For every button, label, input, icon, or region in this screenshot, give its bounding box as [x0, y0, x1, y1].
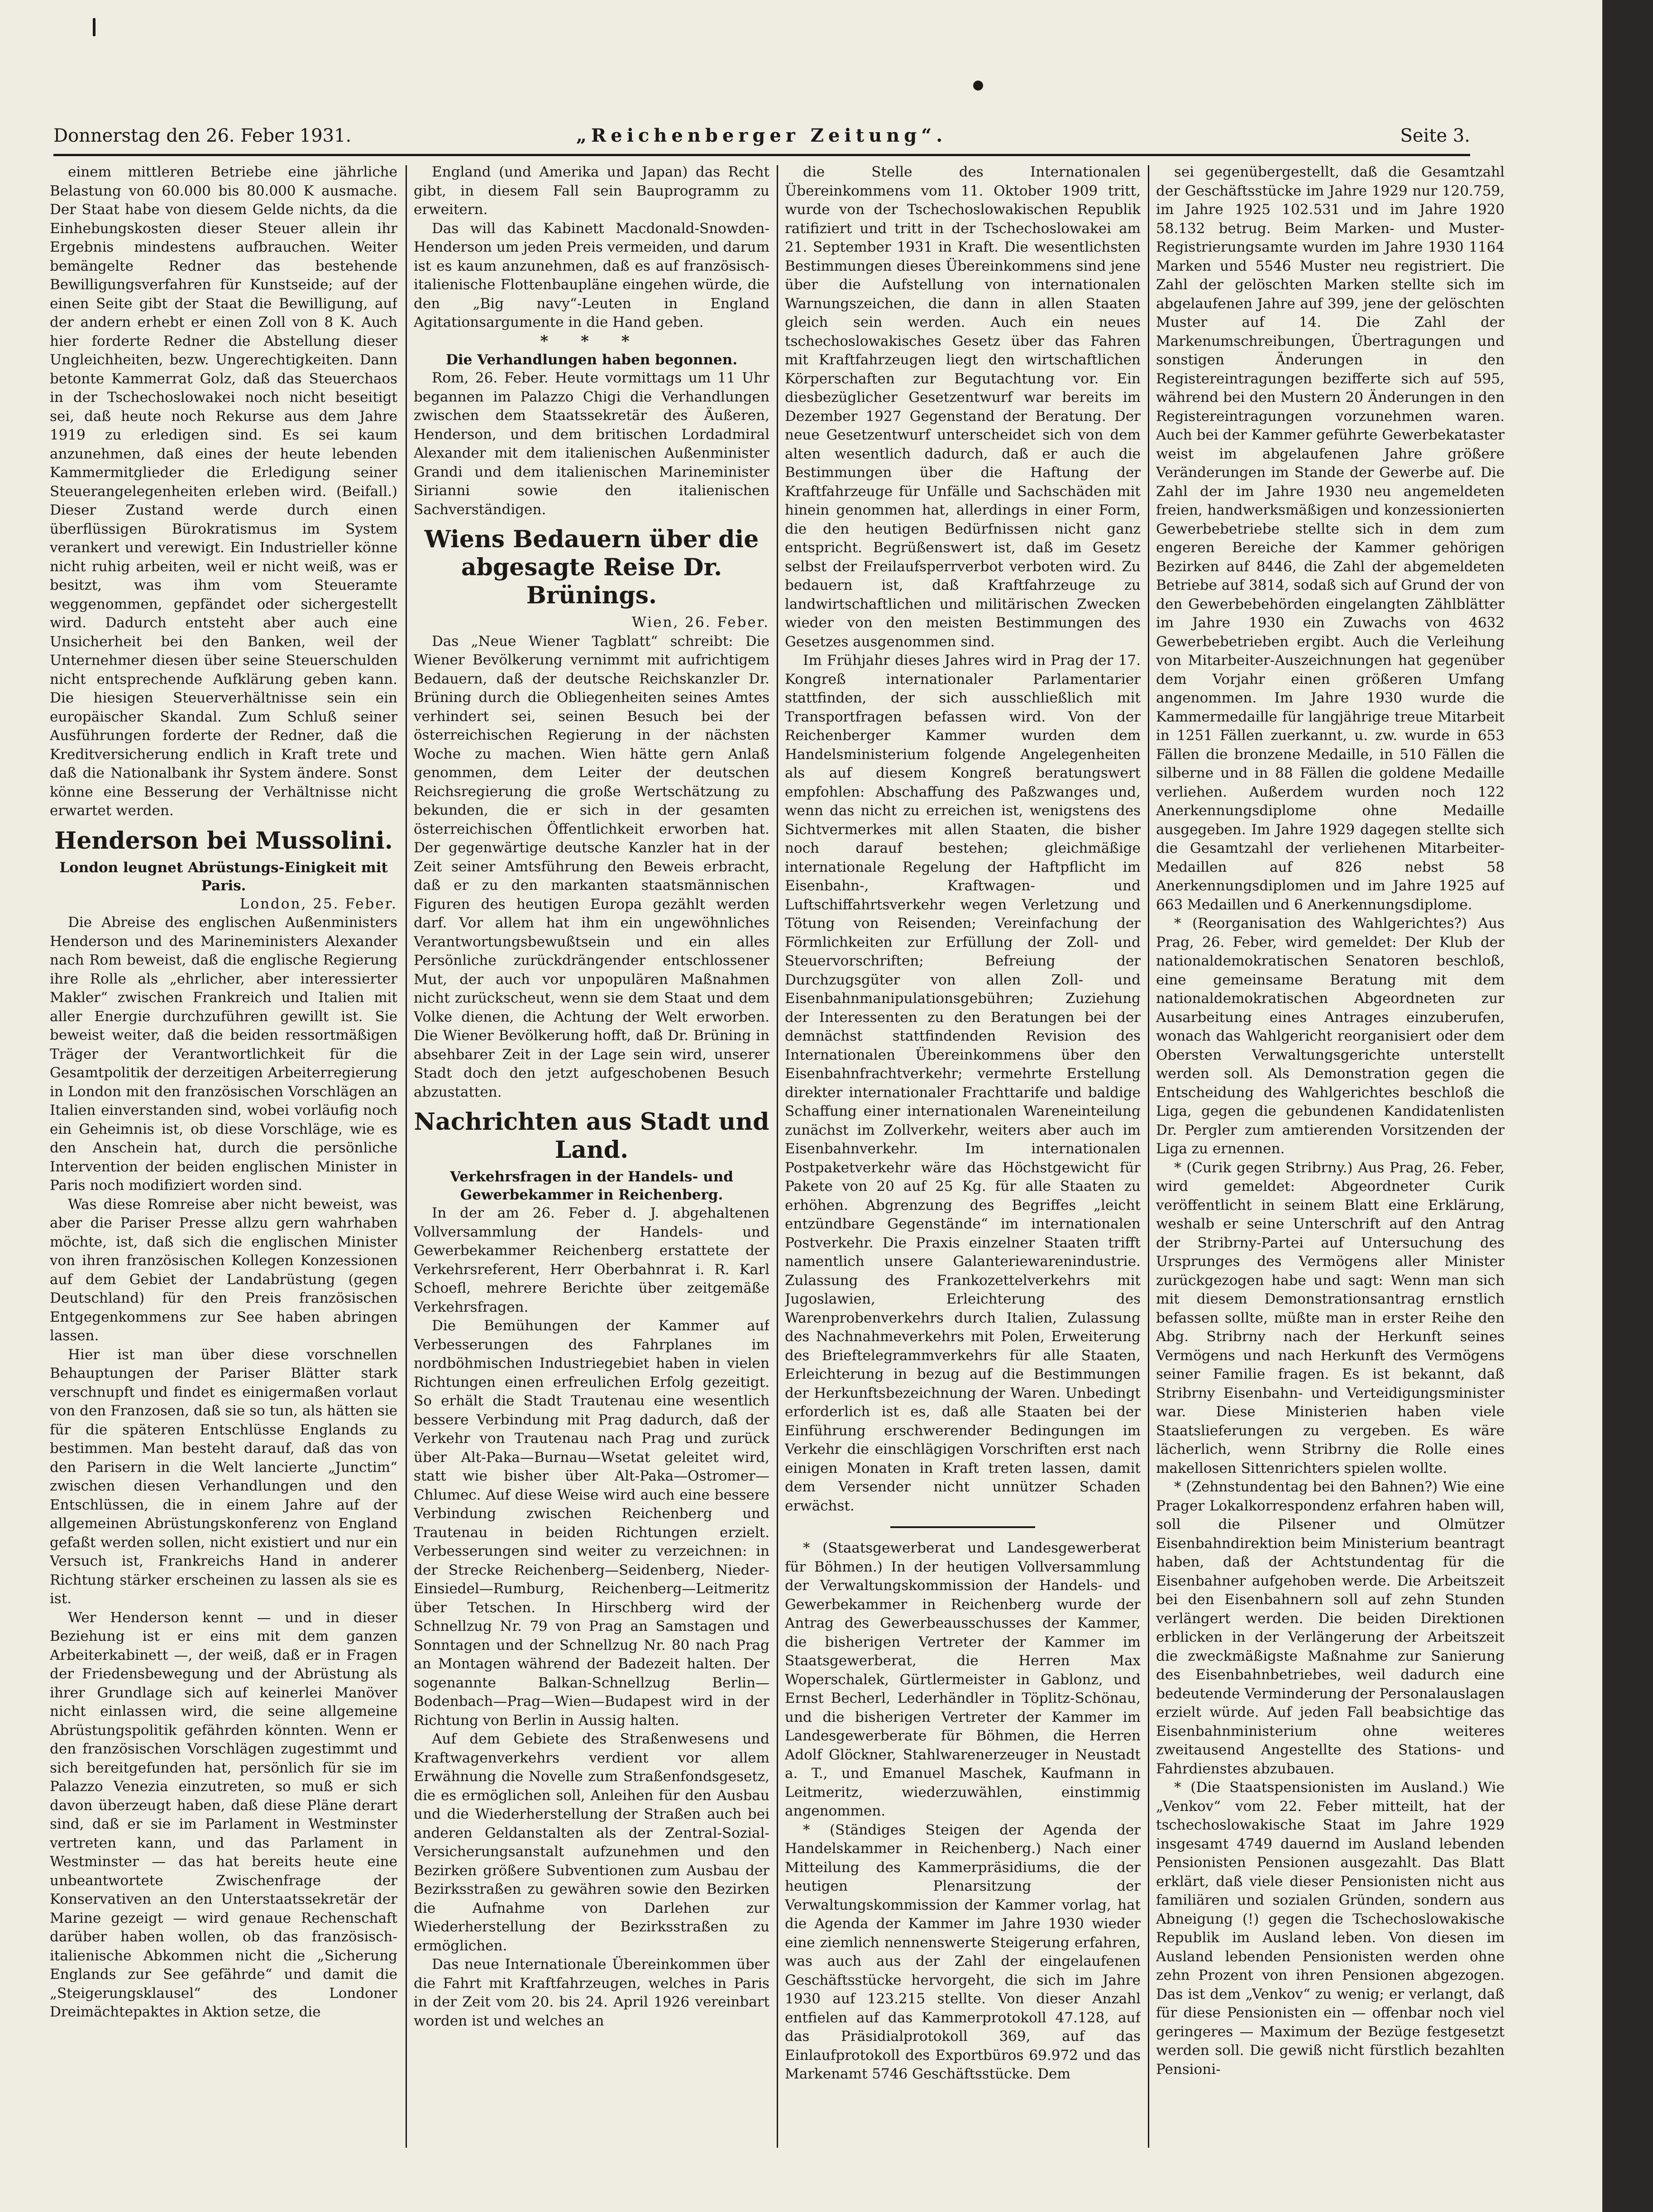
article-paragraph: * (Curik gegen Stribrny.) Aus Prag, 26. Feber, wird gemeldet: Abgeordneter Curik veröffentlicht in seinem Blatt eine Erklärung, weshalb er seine Unterschrift auf den Antrag der Stribrny-Partei auf Untersuchung des Ursprunges des Vermögens aller Minister zurückgezogen habe und sagt: Wenn man sich mit diesem Demonstrationsantrag ernstlich befassen sollte, müßte man in erster Reihe den Abg. Stribrny nach der Herkunft seines Vermögens und nach Herkunft des Vermögens seiner Familie fragen. Es ist bekannt, daß Stribrny Eisenbahn- und Verteidigungsminister war. Diese Ministerien haben viele Staatslieferungen zu vergeben. Es wäre lächerlich, wenn Stribrny die Rolle eines makellosen Sittenrichters spielen wollte. — [1156, 1159, 1505, 1476]
article-paragraph: * (Zehnstundentag bei den Bahnen?) Wie eine Prager Lokalkorrespondenz erfahren haben will, soll die Pilsener und Olmützer Eisenbahndirektion beim Ministerium beantragt haben, daß der Achtstundentag für die Eisenbahner aufgehoben werde. Die Arbeitszeit bei den Eisenbahnern soll auf zehn Stunden verlängert werden. Die beiden Direktionen erblicken in der Verlängerung der Arbeitszeit die zweckmäßigste Maßnahme zur Sanierung des Eisenbahnbetriebes, weil dadurch eine bedeutende Verminderung der Personalauslagen erzielt würde. Auf jeden Fall beabsichtige das Eisenbahnministerium ohne weiteres zweitausend Angestellte des Stations- und Fahrdienstes abzubauen. — [1156, 1479, 1505, 1777]
masthead-rule — [53, 154, 1470, 156]
article-paragraph: Im Frühjahr dieses Jahres wird in Prag der 17. Kongreß internationaler Parlamentarier stattfinden, der sich ausschließlich mit Transportfragen befassen wird. Von der Reichenberger Kammer wurden dem Handelsministerium folgende Angelegenheiten als auf diesem Kongreß beratungswert empfohlen: Abschaffung des Paßzwanges und, wenn das nicht zu erreichen ist, wenigstens des Sichtvermerkes mit allen Staaten, die bisher noch darauf bestehen; gleichmäßige internationale Regelung der Haftpflicht im Eisenbahn-, Kraftwagen- und Luftschiffahrtsverkehr wegen Verletzung und Tötung von Reisenden; Vereinfachung der Förmlichkeiten zur Erfüllung der Zoll- und Steuervorschriften; Befreiung der Durchzugsgüter von allen Zoll- und Eisenbahnmanipulationsgebühren; Zuziehung der Interessenten zu den Beratungen bei der demnächst stattfindenden Revision des Internationalen Übereinkommens über den Eisenbahnfrachtverkehr; vermehrte Erstellung direkter internationaler Frachttarife und baldige Schaffung einer internationalen Wareneinteilung zunächst im Zollverkehr, weiters aber auch im Eisenbahnverkehr. Im internationalen Postpaketverkehr wäre das Höchstgewicht für Pakete von 20 auf 25 Kg. für alle Staaten zu erhöhen. Abgrenzung des Begriffes „leicht entzündbare Gegenstände“ im internationalen Postverkehr. Die Praxis einzelner Staaten trifft namentlich unsere Galanteriewarenindustrie. Zulassung des Frankozettelverkehrs mit Jugoslawien, Erleichterung des Warenprobenverkehrs durch Italien, Zulassung des Nachnahmeverkehrs mit Polen, Erweiterung des Brieftelegrammverkehrs für alle Staaten, Erleichterung in bezug auf die Bestimmungen der Herkunftsbezeichnung der Waren. Unbedingt erforderlich ist es, daß alle Staaten bei der Einführung erschwerender Bedingungen im Verkehr die einschlägigen Vorschriften erst nach einigen Monaten in Kraft treten lassen, damit dem Versender nicht unnützer Schaden erwächst. — [785, 652, 1141, 1514]
article-subheadline: London leugnet Abrüstungs-Einigkeit mit Paris. — [59, 859, 388, 894]
column-divider — [1148, 165, 1149, 2148]
article-paragraph: England (und Amerika und Japan) das Recht gibt, in diesem Fall sein Bauprogramm zu erweitern. — [414, 164, 769, 218]
issue-date: Donnerstag den 26. Feber 1931. — [53, 125, 352, 146]
article-paragraph: Was diese Romreise aber nicht beweist, was aber die Pariser Presse allzu gern wahrhaben möchte, ist, daß sich die englischen Minister von ihren französischen Kollegen Konzessionen auf dem Gebiet der Landabrüstung (gegen Deutschland) für den Preis französischen Entgegenkommens zur See haben abringen lassen. — [50, 1196, 397, 1344]
article-paragraph: Die Bemühungen der Kammer auf Verbesserungen des Fahrplanes im nordböhmischen Industriegebiet haben in vielen Richtungen einen erfreulichen Erfolg gezeitigt. So erhält die Stadt Trautenau eine wesentlich bessere Verbindung mit Prag dadurch, daß der Verkehr von Trautenau nach Prag und zurück über Alt-Paka—Burnau—Wsetat geleitet wird, statt wie bisher über Alt-Paka—Ostromer—Chlumec. Auf diese Weise wird auch eine bessere Verbindung zwischen Reichenberg und Trautenau in beiden Richtungen erzielt. Verbesserungen sind weiter zu verzeichnen: in der Strecke Reichenberg—Seidenberg, Nieder-Einsiedel—Rumburg, Reichenberg—Leitmeritz über Tetschen. In Hirschberg wird der Schnellzug Nr. 79 von Prag an Samstagen und Sonntagen und der Schnellzug Nr. 80 nach Prag an Montagen während der Badezeit halten. Der sogenannte Balkan-Schnellzug Berlin—Bodenbach—Prag—Wien—Budapest wird in der Richtung von Berlin in Aussig halten. — [414, 1318, 769, 1729]
article-dateline: London, 25. Feber. — [239, 895, 397, 912]
scanned-page-edge — [1602, 0, 1653, 2212]
article-subheadline: Die Verhandlungen haben begonnen. — [445, 352, 738, 368]
article-paragraph: Rom, 26. Feber. Heute vormittags um 11 Uhr begannen im Palazzo Chigi die Verhandlungen zwischen dem Staatssekretär des Äußeren, Henderson, und dem britischen Lordadmiral Alexander mit dem italienischen Außenminister Grandi und dem italienischen Marineminister Sirianni sowie den italienischen Sachverständigen. — [414, 370, 769, 518]
scan-artifact-mark — [93, 18, 96, 36]
article-paragraph: Hier ist man über diese vorschnellen Behauptungen der Pariser Blätter stark verschnupft und findet es einigermaßen vorlaut von den Franzosen, daß sie so tun, als hätten sie für die späteren Entschlüsse Englands zu bestimmen. Man besteht darauf, daß das von den Parisern in die Welt lancierte „Junctim“ zwischen diesen Verhandlungen und den Entschlüssen, die in einem Jahre auf der allgemeinen Abrüstungskonferenz von England gefaßt werden sollen, nicht existiert und nur ein Versuch ist, Frankreichs Hand in anderer Richtung stärker erscheinen zu lassen als sie es ist. — [50, 1346, 397, 1607]
column-divider — [777, 165, 778, 2148]
article-subheadline: Verkehrsfragen in der Handels- und Gewerbekammer in Reichenberg. — [450, 1169, 733, 1203]
article-paragraph: einem mittleren Betriebe eine jährliche Belastung von 60.000 bis 80.000 K ausmache. Der Staat habe von diesem Gelde nichts, da die Einhebungskosten dieser Steuer allein ihr Ergebnis mindestens aufbrauchen. Weiter bemängelte Redner das bestehende Bewilligungsverfahren für Kunstseide; auf der einen Seite gibt der Staat die Bewilligung, auf der andern erhebt er einen Zoll von 8 K. Auch hier forderte Redner die Abstellung dieser Ungleichheiten, bezw. Ungerechtigkeiten. Dann betonte Kammerrat Golz, daß das Steuerchaos in der Tschechoslowakei noch nicht beseitigt sei, daß heute noch Rekurse aus dem Jahre 1919 zu erledigen sind. Es sei kaum anzunehmen, daß eines der heute lebenden Kammermitglieder die Erledigung seiner Steuerangelegenheiten erleben wird. (Beifall.) Dieser Zustand werde durch einen überflüssigen Bürokratismus im System verankert und verewigt. Ein Industrieller könne nicht ruhig arbeiten, weil er nicht weiß, was er besitzt, was ihm vom Steueramte weggenommen, gepfändet oder sichergestellt wird. Dadurch entsteht aber auch eine Unsicherheit bei den Banken, weil der Unternehmer diesen über seine Steuerschulden nicht entsprechende Aufklärung geben kann. Die hiesigen Steuerverhältnisse sein ein europäischer Skandal. Zum Schluß seiner Ausführungen forderte der Redner, daß die Kreditversicherung endlich in Kraft trete und daß die Nationalbank ihr System ändere. Sonst könne eine Besserung der Verhältnisse nicht erwartet werden. — [50, 164, 397, 819]
article-paragraph: sei gegenübergestellt, daß die Gesamtzahl der Geschäftsstücke im Jahre 1929 nur 120.759, im Jahre 1925 102.531 und im Jahre 1920 58.132 betrug. Beim Marken- und Muster-Registrierungsamte wurden im Jahre 1930 1164 Marken und 5546 Muster neu registriert. Die Zahl der gelöschten Marken stellte sich im abgelaufenen Jahre auf 399, jene der gelöschten Muster auf 14. Die Zahl der Markenumschreibungen, Übertragungen und sonstigen Änderungen in den Registereintragungen bezifferte sich auf 595, während bei den Mustern 20 Änderungen in den Registereintragungen vorzunehmen waren. Auch bei der Kammer geführte Gewerbekataster weist im abgelaufenen Jahre größere Veränderungen im Stande der Gewerbe auf. Die Zahl der im Jahre 1930 neu angemeldeten freien, handwerksmäßigen und konzessionierten Gewerbebetriebe stellte sich in dem zum engeren Bereiche der Kammer gehörigen Bezirken auf 8446, die Zahl der abgemeldeten Betriebe auf 3814, sodaß sich auf Grund der von den Gewerbebehörden eingelangten Zählblätter im Jahre 1930 ein Zuwachs von 4632 Gewerbebetrieben ergibt. Auch die Verleihung von Mitarbeiter-Auszeichnungen hat gegenüber dem Vorjahr einen größeren Umfang angenommen. Im Jahre 1930 wurde die Kammermedaille für langjährige treue Mitarbeit in 1251 Fällen zuerkannt, u. zw. wurde in 653 Fällen die bronzene Medaille, in 510 Fällen die silberne und in 88 Fällen die goldene Medaille verliehen. Außerdem wurden noch 122 Anerkennungsdiplome ohne Medaille ausgegeben. Im Jahre 1929 dagegen stellte sich die Gesamtzahl der verliehenen Mitarbeiter-Medaillen auf 826 nebst 58 Anerkennungsdiplomen und im Jahre 1925 auf 663 Medaillen und 6 Anerkennungsdiplome. — [1156, 164, 1505, 913]
article-column — [1156, 163, 1505, 2155]
article-column — [785, 163, 1141, 2155]
article-paragraph: Das neue Internationale Übereinkommen über die Fahrt mit Kraftfahrzeugen, welches in Paris in der Zeit vom 20. bis 24. April 1926 vereinbart worden ist und welches an — [414, 1956, 769, 2029]
column-divider — [406, 165, 407, 2148]
newspaper-title: „Reichenberger Zeitung“. — [576, 125, 947, 146]
article-paragraph: In der am 26. Feber d. J. abgehaltenen Vollversammlung der Handels- und Gewerbekammer Reichenberg erstattete der Verkehrsreferent, Herr Oberbahnrat i. R. Karl Schoefl, mehrere Berichte über zeitgemäße Verkehrsfragen. — [414, 1205, 769, 1315]
article-paragraph: Das will das Kabinett Macdonald-Snowden-Henderson um jeden Preis vermeiden, und darum ist es kaum anzunehmen, daß es auf französisch-italienische Flottenbaupläne eingehen würde, die den „Big navy“-Leuten in England Agitationsargumente in die Hand geben. — [414, 220, 769, 330]
article-paragraph: Die Abreise des englischen Außenministers Henderson und des Marineministers Alexander nach Rom beweist, daß die englische Regierung ihre Rolle als „ehrlicher, aber interessierter Makler“ zwischen Frankreich und Italien mit aller Energie durchzuführen gewillt ist. Sie beweist weiter, daß die beiden ressortmäßigen Träger der Verantwortlichkeit für die Gesamtpolitik der derzeitigen Arbeiterregierung in London mit den französischen Vorschlägen an Italien einverstanden sind, wobei vorläufig noch ein Geheimnis ist, ob diese Vorschläge, wie es den Anschein hat, durch die persönliche Intervention der beiden englischen Minister in Paris noch modifiziert worden sind. — [50, 914, 397, 1194]
article-paragraph: * (Reorganisation des Wahlgerichtes?) Aus Prag, 26. Feber, wird gemeldet: Der Klub der nationaldemokratischen Senatoren beschloß, eine gemeinsame Beratung mit dem nationaldemokratischen Abgeordneten zur Ausarbeitung eines Antrages einzuberufen, wonach das Wahlgericht reorganisiert oder dem Obersten Verwaltungsgerichte unterstellt werden soll. Als Demonstration gegen die Entscheidung des Wahlgerichtes beschloß die Liga, gegen die gebundenen Kandidatenlisten Dr. Pergler zum amtierenden Vorsitzenden der Liga zu ernennen. — [1156, 915, 1505, 1157]
article-headline: Nachrichten aus Stadt und Land. — [414, 1108, 769, 1164]
scan-artifact-dot — [973, 81, 983, 91]
article-paragraph: * (Staatsgewerberat und Landesgewerberat für Böhmen.) In der heutigen Vollversammlung der Verwaltungskommission der Handels- und Gewerbekammer in Reichenberg wurde der Antrag des Gewerbeausschusses der Kammer, die bisherigen Vertreter der Kammer im Staatsgewerberat, die Herren Max Woperschalek, Gürtlermeister in Gablonz, und Ernst Becherl, Lederhändler in Töplitz-Schönau, und die bisherigen Vertreter der Kammer im Landesgewerberate für Böhmen, die Herren Adolf Glöckner, Stahlwarenerzeuger in Neustadt a. T., und Emanuel Maschek, Kaufmann in Leitmeritz, wiederzuwählen, einstimmig angenommen. — [785, 1540, 1141, 1819]
article-dateline: Wien, 26. Feber. — [631, 614, 769, 631]
article-paragraph: Auf dem Gebiete des Straßenwesens und Kraftwagenverkehrs verdient vor allem Erwähnung die Novelle zum Straßenfondsgesetz, die es ermöglichen soll, Anleihen für den Ausbau und die Wiederherstellung der Straßen auch bei anderen Geldanstalten als der Zentral-Sozial-Versicherungsanstalt aufzunehmen und den Bezirken größere Subventionen zum Ausbau der Bezirksstraßen zu gewähren sowie den Bezirken die Aufnahme von Darlehen zur Wiederherstellung der Bezirksstraßen zu ermöglichen. — [414, 1731, 769, 1954]
article-paragraph: die Stelle des Internationalen Übereinkommens vom 11. Oktober 1909 tritt, wurde von der Tschechoslowakischen Republik ratifiziert und tritt in der Tschechoslowakei am 21. September 1931 in Kraft. Die wesentlichsten Bestimmungen dieses Übereinkommens sind jene über die Aufstellung von internationalen Warnungszeichen, die dann in allen Staaten gleich sein werden. Auch ein neues tschechoslowakisches Gesetz über das Fahren mit Kraftfahrzeugen liegt den wirtschaftlichen Körperschaften zur Begutachtung vor. Ein diesbezüglicher Gesetzentwurf war bereits im Dezember 1927 Gegenstand der Beratung. Der neue Gesetzentwurf unterscheidet sich von dem alten wesentlich dadurch, daß er auch die Bestimmungen über die Haftung der Kraftfahrzeuge für Unfälle und Sachschäden mit hinein genommen hat, allerdings in einer Form, die den heutigen Bedürfnissen nicht ganz entspricht. Begrüßenswert ist, daß im Gesetz selbst der Freilaufsperrverbot verboten wird. Zu bedauern ist, daß Kraftfahrzeuge zu landwirtschaftlichen und militärischen Zwecken wieder von den meisten Bestimmungen des Gesetzes ausgenommen sind. — [785, 164, 1141, 650]
section-separator-stars: * * * — [540, 332, 643, 350]
article-headline: Henderson bei Mussolini. — [54, 827, 393, 855]
article-column — [50, 163, 397, 2155]
page-masthead — [53, 120, 1470, 152]
article-paragraph: Wer Henderson kennt — und in dieser Beziehung ist er eins mit dem ganzen Arbeiterkabinett —, der weiß, daß er in Fragen der Friedensbewegung und der Abrüstung als ihrer Grundlage sich auf keinerlei Manöver nicht einlassen wird, die seine allgemeine Abrüstungspolitik gefährden könnten. Wenn er den französischen Vorschlägen zugestimmt und sich bereitgefunden hat, persönlich für sie im Palazzo Venezia einzutreten, so muß er sich davon überzeugt haben, daß diese Pläne derart sind, daß er sie im Parlament in Westminster vertreten kann, und das Parlament in Westminster — das hat bereits heute eine unbeantwortete Zwischenfrage der Konservativen an den Unterstaatssekretär der Marine gezeigt — wird genaue Rechenschaft darüber haben wollen, ob das französisch-italienische Abkommen nicht die „Sicherung Englands zur See gefährde“ und damit die „Steigerungsklausel“ des Londoner Dreimächtepaktes in Aktion setze, die — [50, 1609, 397, 2020]
article-paragraph: * (Die Staatspensionisten im Ausland.) Wie „Venkov“ vom 22. Feber mitteilt, hat der tschechoslowakische Staat im Jahre 1929 insgesamt 4749 dauernd im Ausland lebenden Pensionisten Pensionen ausgezahlt. Das Blatt erklärt, daß viele dieser Pensionisten nicht aus familiären und sozialen Gründen, sondern aus Abneigung (!) gegen die Tschechoslowakische Republik im Ausland leben. Von diesen im Ausland lebenden Pensionisten werden ohne zehn Prozent von ihren Pensionen abgezogen. Das ist dem „Venkov“ zu wenig; er verlangt, daß für diese Pensionisten ein — offenbar noch viel geringeres — Maximum der Bezüge festgesetzt werden soll. Die gewiß nicht fürstlich bezahlten Pensioni- — [1156, 1779, 1505, 2078]
page-number: Seite 3. — [1400, 125, 1470, 146]
article-headline: Wiens Bedauern über die abgesagte Reise Dr. Brünings. — [424, 526, 759, 609]
article-paragraph: Das „Neue Wiener Tagblatt“ schreibt: Die Wiener Bevölkerung vernimmt mit aufrichtigem Bedauern, daß der deutsche Reichskanzler Dr. Brüning durch die Obliegenheiten seines Amtes verhindert sei, seinen Besuch bei der österreichischen Regierung in der nächsten Woche zu machen. Wien hätte gern Anlaß genommen, dem Leiter der deutschen Reichsregierung die große Wertschätzung zu bekunden, die er sich in der gesamten österreichischen Öffentlichkeit erworben hat. Der gegenwärtige deutsche Kanzler hat in der Zeit seiner Amtsführung den Beweis erbracht, daß er zu den markanten staatsmännischen Figuren des heutigen Europa gezählt werden darf. Vor allem hat ihm ein ungewöhnliches Verantwortungsbewußtsein und ein alles Persönliche zurückdrängender entschlossener Mut, der auch vor unpopulären Maßnahmen nicht zurückscheut, wenn sie dem Staat und dem Volke dienen, die Achtung der Welt erworben. Die Wiener Bevölkerung hofft, daß Dr. Brüning in absehbarer Zeit in der Lage sein wird, unserer Stadt doch den jetzt aufgeschobenen Besuch abzustatten. — [414, 633, 769, 1100]
section-divider-rule — [890, 1526, 1035, 1528]
article-paragraph: * (Ständiges Steigen der Agenda der Handelskammer in Reichenberg.) Nach einer Mitteilung des Kammerpräsidiums, die der heutigen Plenarsitzung der Verwaltungskommission der Kammer vorlag, hat die Agenda der Kammer im Jahre 1930 wieder eine ziemlich nennenswerte Steigerung erfahren, was auch aus der Zahl der eingelaufenen Geschäftsstücke hervorgeht, die sich im Jahre 1930 auf 123.215 stellte. Von dieser Anzahl entfielen auf das Kammerprotokoll 47.128, auf das Präsidialprotokoll 369, auf das Einlaufprotokoll des Exportbüros 69.972 und das Markenamt 5746 Geschäftsstücke. Dem — [785, 1821, 1141, 2082]
article-column — [414, 163, 769, 2155]
